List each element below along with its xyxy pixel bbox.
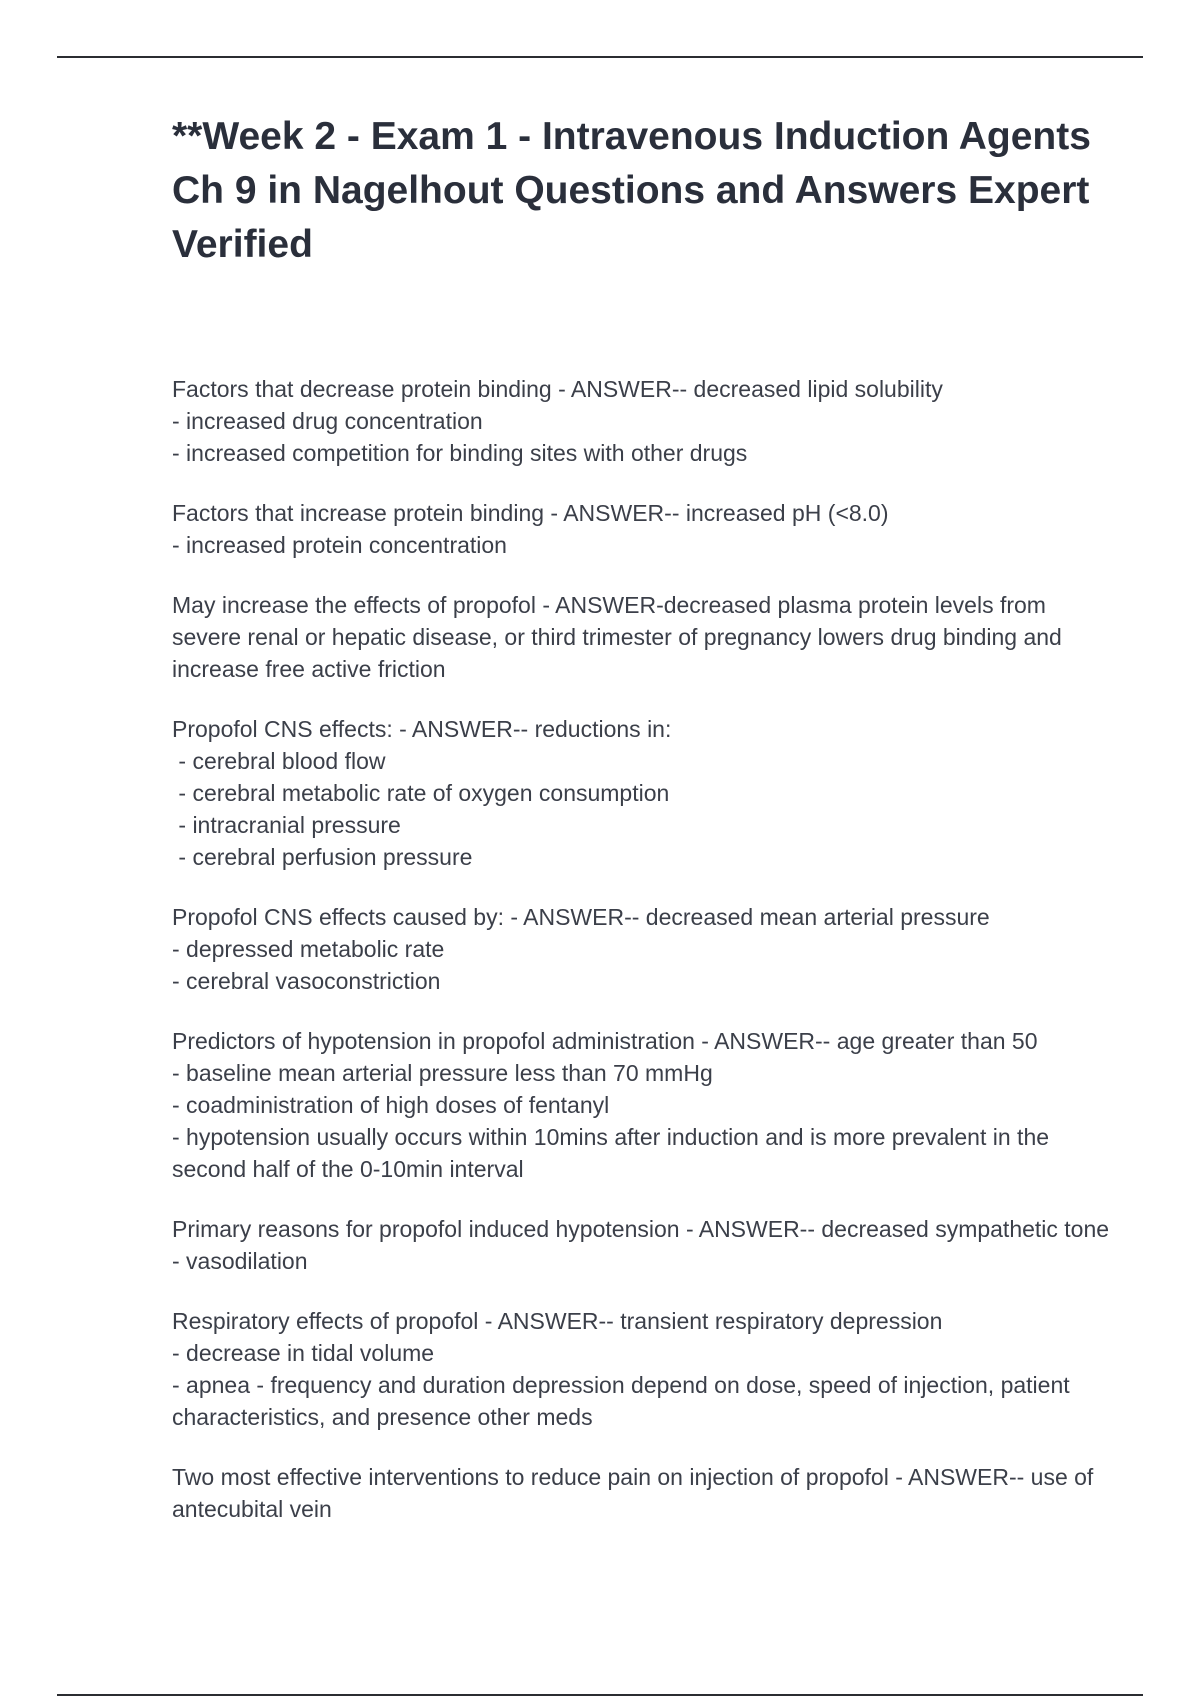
top-divider xyxy=(57,56,1143,58)
qa-item: Propofol CNS effects: - ANSWER-- reductions in: - cerebral blood flow - cerebral metabolic rate of oxygen consumption - intracranial pressure - cerebral perfusion pressure xyxy=(172,716,672,870)
page-title: **Week 2 - Exam 1 - Intravenous Induction Agents Ch 9 in Nagelhout Questions and Answers Expert Verified xyxy=(172,115,1091,266)
qa-item: Two most effective interventions to reduce pain on injection of propofol - ANSWER-- use of antecubital vein xyxy=(172,1464,1100,1522)
qa-list xyxy=(172,373,1112,1553)
qa-item: Primary reasons for propofol induced hypotension - ANSWER-- decreased sympathetic tone - vasodilation xyxy=(172,1216,1110,1274)
qa-item: Predictors of hypotension in propofol administration - ANSWER-- age greater than 50 - baseline mean arterial pressure less than 70 mmHg - coadministration of high doses of fentanyl - hypotension usually occurs within 10mins after induction and is more prevalent in the second half of the 0-10min interval xyxy=(172,1028,1050,1182)
bottom-divider xyxy=(57,1694,1143,1696)
qa-item: May increase the effects of propofol - ANSWER-decreased plasma protein levels from severe renal or hepatic disease, or third trimester of pregnancy lowers drug binding and increase free active friction xyxy=(172,592,1069,682)
qa-item: Respiratory effects of propofol - ANSWER-- transient respiratory depression - decrease in tidal volume - apnea - frequency and duration depression depend on dose, speed of injection, patient characteristics, and presence other meds xyxy=(172,1308,1070,1430)
qa-item: Factors that increase protein binding - ANSWER-- increased pH (<8.0) - increased protein concentration xyxy=(172,500,889,558)
qa-item: Factors that decrease protein binding - ANSWER-- decreased lipid solubility - increased drug concentration - increased competition for binding sites with other drugs xyxy=(172,376,943,466)
qa-item: Propofol CNS effects caused by: - ANSWER-- decreased mean arterial pressure - depressed metabolic rate - cerebral vasoconstriction xyxy=(172,904,990,994)
